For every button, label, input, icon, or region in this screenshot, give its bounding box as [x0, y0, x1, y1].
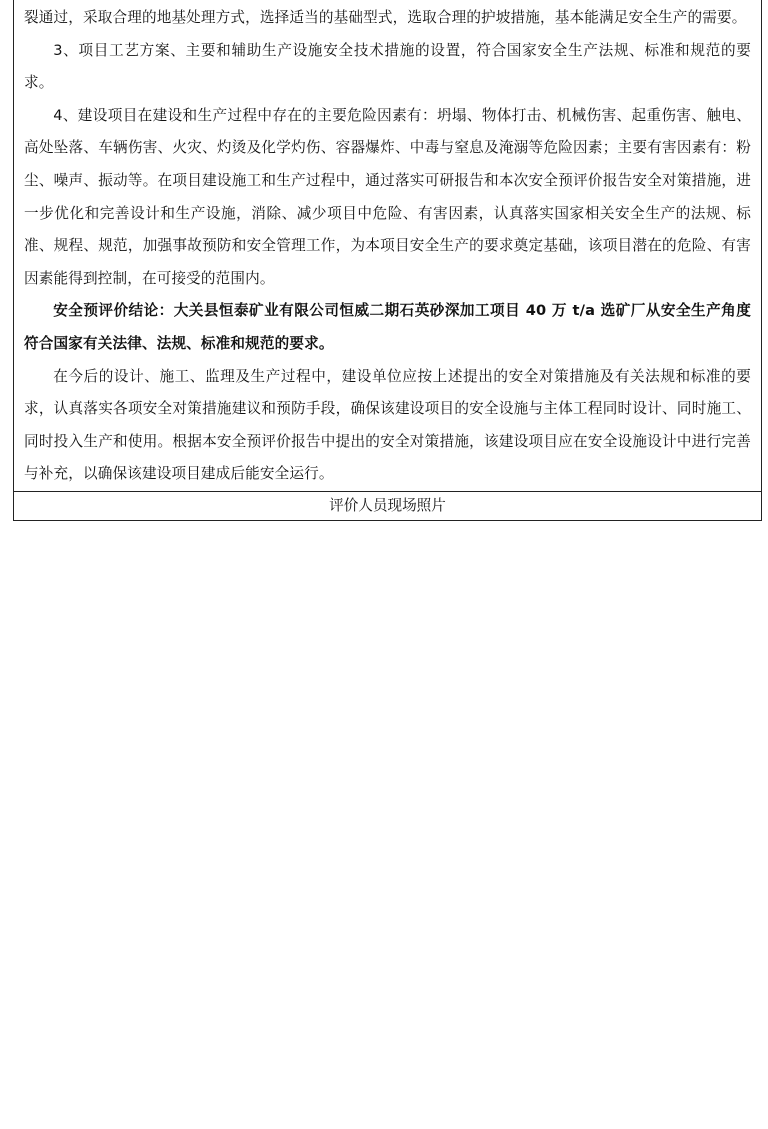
photo-section-header: 评价人员现场照片: [14, 491, 761, 520]
document-table: [13, 0, 762, 521]
paragraph-hazard-factors: 4、建设项目在建设和生产过程中存在的主要危险因素有：坍塌、物体打击、机械伤害、起重伤害、触电、高处坠落、车辆伤害、火灾、灼烫及化学灼伤、容器爆炸、中毒与窒息及淹溺等危险因素；主要有害因素有：粉尘、噪声、振动等。在项目建设施工和生产过程中，通过落实可研报告和本次安全预评价报告安全对策措施，进一步优化和完善设计和生产设施，消除、减少项目中危险、有害因素，认真落实国家相关安全生产的法规、标准、规程、规范，加强事故预防和安全管理工作，为本项目安全生产的要求奠定基础，该项目潜在的危险、有害因素能得到控制，在可接受的范围内。: [24, 106, 751, 287]
paragraph-evaluation-conclusion: 安全预评价结论：大关县恒泰矿业有限公司恒威二期石英砂深加工项目 40 万 t/a 选矿厂从安全生产角度符合国家有关法律、法规、标准和规范的要求。: [24, 302, 751, 352]
conclusion-content-cell: [14, 0, 761, 491]
paragraph-foundation-continued: 裂通过，采取合理的地基处理方式，选择适当的基础型式，选取合理的护坡措施，基本能满足安全生产的需要。: [24, 9, 747, 26]
paragraph-future-requirements: 在今后的设计、施工、监理及生产过程中，建设单位应按上述提出的安全对策措施及有关法规和标准的要求，认真落实各项安全对策措施建议和预防手段，确保该建设项目的安全设施与主体工程同时设计、同时施工、同时投入生产和使用。根据本安全预评价报告中提出的安全对策措施，该建设项目应在安全设施设计中进行完善与补充，以确保该建设项目建成后能安全运行。: [24, 367, 751, 483]
paragraph-process-scheme: 3、项目工艺方案、主要和辅助生产设施安全技术措施的设置，符合国家安全生产法规、标准和规范的要求。: [24, 41, 751, 92]
